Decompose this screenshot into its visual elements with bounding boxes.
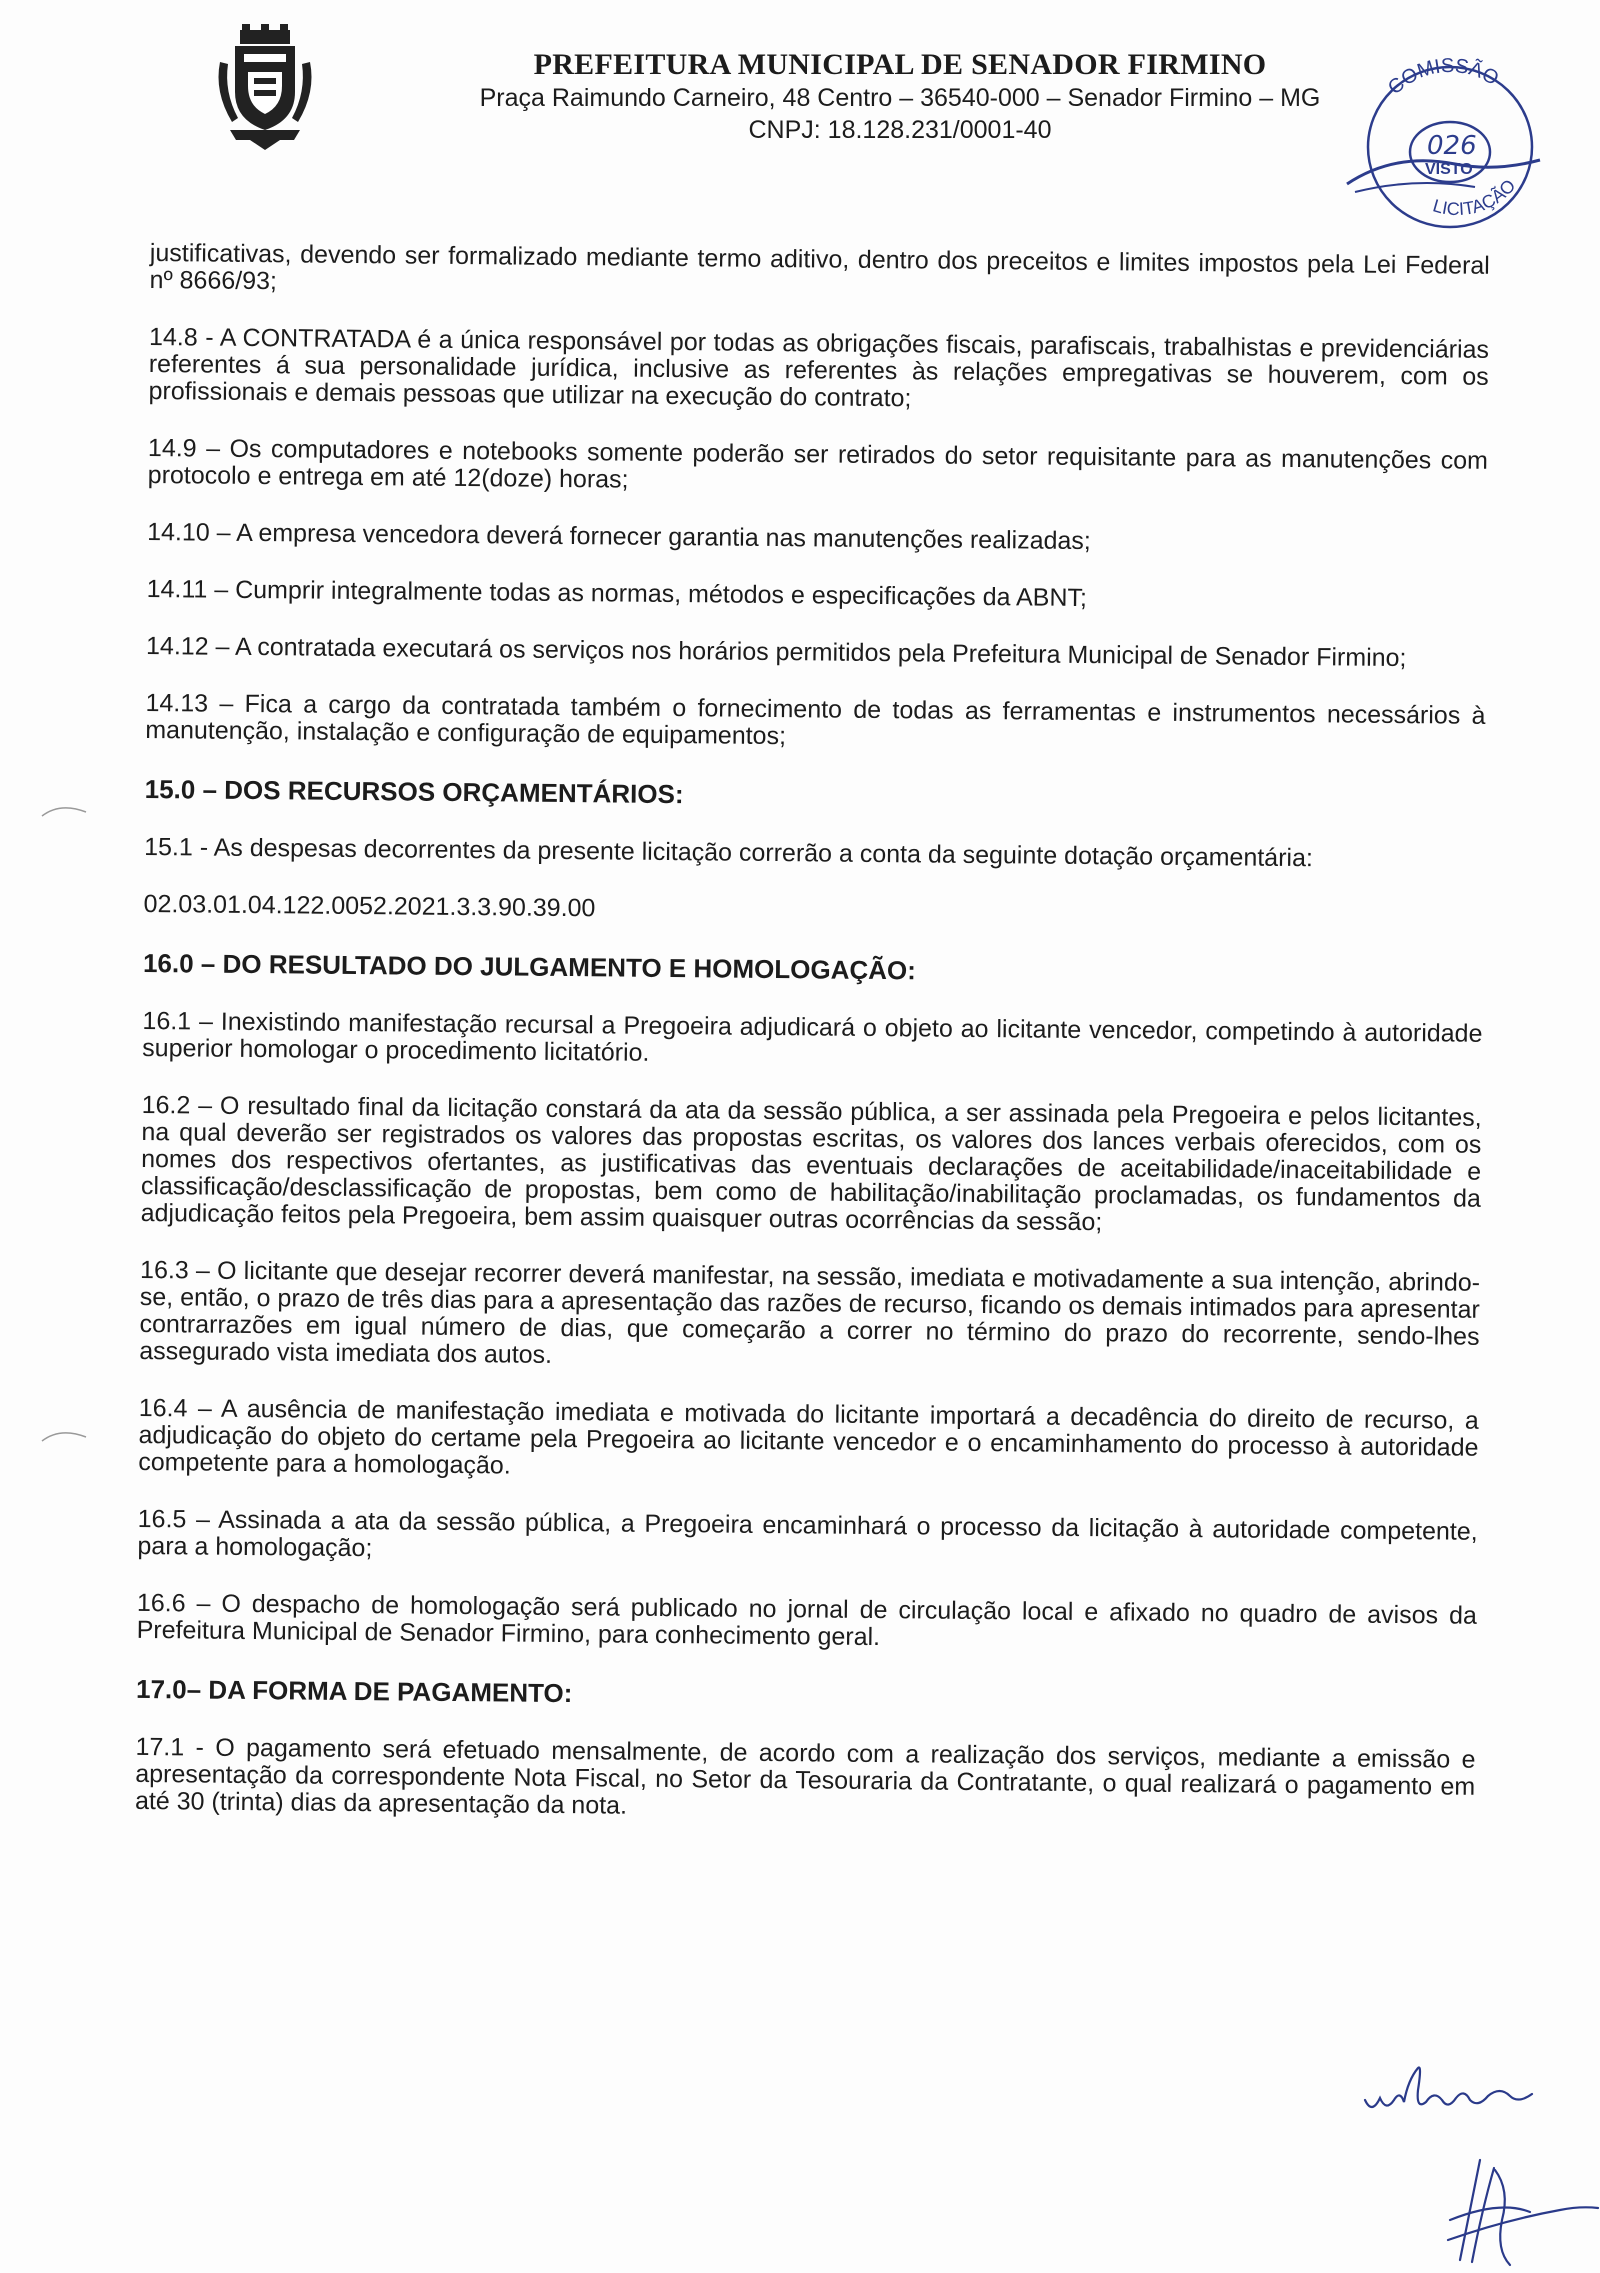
section-heading-16: 16.0 – DO RESULTADO DO JULGAMENTO E HOMOLOGAÇÃO:: [142, 947, 917, 986]
handwritten-signature: [1410, 2150, 1600, 2270]
section-heading-15: 15.0 – DOS RECURSOS ORÇAMENTÁRIOS:: [144, 773, 684, 810]
prefeitura-address: Praça Raimundo Carneiro, 48 Centro – 36540-000 – Senador Firmino – MG: [479, 84, 1321, 112]
paragraph-15-1: 15.1 - As despesas decorrentes da presente licitação correrão a conta da seguinte dotação orçamentária:: [144, 832, 1314, 873]
prefeitura-title: PREFEITURA MUNICIPAL DE SENADOR FIRMINO: [533, 48, 1267, 81]
municipal-coat-of-arms-icon: [210, 22, 320, 152]
letterhead: [400, 48, 1400, 146]
paragraph-16-6: 16.6 – O despacho de homologação será publicado no jornal de circulação local e afixado no quadro de avisos da Prefeitura Municipal de Senador Firmino, para conhecimento geral.: [136, 1588, 1477, 1652]
stamp-visto: VISTO: [1425, 161, 1473, 178]
paragraph-17-1: 17.1 - O pagamento será efetuado mensalmente, de acordo com a realização dos serviços, mediante a emissão e apresentação da correspondente Nota Fiscal, no Setor da Tesouraria da Contratante, o qual realizará o pagamento em até 30 (trinta) dias da apresentação da nota.: [134, 1732, 1476, 1820]
paragraph-14-11: 14.11 – Cumprir integralmente todas as normas, métodos e especificações da ABNT;: [146, 574, 1088, 613]
commission-stamp: [1335, 52, 1565, 232]
budget-code: 02.03.01.04.122.0052.2021.3.3.90.39.00: [143, 889, 596, 923]
paragraph-16-3: 16.3 – O licitante que desejar recorrer deverá manifestar, na sessão, imediata e motivadamente a sua intenção, abrindo-se, então, o prazo de três dias para a apresentação das razões de recurso, ficando os demais intimados para apresentar contrarrazões em igual número de dias, que começarão a correr no término do prazo do recorrente, sendo-lhes assegurado vista imediata dos autos.: [139, 1255, 1481, 1369]
handwritten-initials-signature: [1360, 2060, 1540, 2130]
paragraph-16-2: 16.2 – O resultado final da licitação constará da ata da sessão pública, a ser assinada pela Pregoeira e pelos licitantes, na qual deverão ser registrados os valores das propostas escritas, os valores dos lances verbais oferecidos, com os nomes dos respectivos ofertantes, as justificativas das eventuais declarações de aceitabilidade/inaceitabilidade e classificação/desclassificação de propostas, bem como de habilitação/inabilitação proclamadas, os fundamentos da adjudicação feitos pela Pregoeira, bem assim quaisquer outras ocorrências da sessão;: [140, 1090, 1482, 1237]
paragraph-16-5: 16.5 – Assinada a ata da sessão pública, a Pregoeira encaminhará o processo da licitação à autoridade competente, para a homologação;: [137, 1504, 1478, 1563]
paragraph-14-13: 14.13 – Fica a cargo da contratada também o fornecimento de todas as ferramentas e instrumentos necessários à manutenção, instalação e configuração de equipamentos;: [145, 688, 1486, 751]
margin-mark: [40, 800, 90, 820]
margin-mark: [40, 1425, 90, 1445]
stamp-bottom-text: LICITAÇÃO: [1430, 175, 1520, 220]
paragraph-16-4: 16.4 – A ausência de manifestação imediata e motivada do licitante importará a decadência do direito de recurso, a adjudicação do objeto do certame pela Pregoeira ao licitante vencedor e o encaminhamento do processo à autoridade competente para a homologação.: [138, 1393, 1479, 1480]
svg-text:COMISSÃO: [1384, 55, 1502, 99]
document-body: [135, 240, 1490, 1858]
stamp-number: 026: [1427, 131, 1477, 161]
paragraph-justificativas: justificativas, devendo ser formalizado mediante termo aditivo, dentro dos preceitos e limites impostos pela Lei Federal nº 8666/93;: [149, 239, 1490, 296]
paragraph-16-1: 16.1 – Inexistindo manifestação recursal a Pregoeira adjudicará o objeto ao licitante vencedor, competindo à autoridade superior homologar o procedimento licitatório.: [142, 1006, 1483, 1067]
prefeitura-cnpj: CNPJ: 18.128.231/0001-40: [748, 116, 1052, 144]
paragraph-14-10: 14.10 – A empresa vencedora deverá fornecer garantia nas manutenções realizadas;: [147, 517, 1091, 556]
paragraph-14-9: 14.9 – Os computadores e notebooks somente poderão ser retirados do setor requisitante para as manutenções com protocolo e entrega em até 12(doze) horas;: [147, 433, 1489, 494]
stamp-top-text: COMISSÃO: [1383, 54, 1503, 100]
paragraph-14-12: 14.12 – A contratada executará os serviços nos horários permitidos pela Prefeitura Municipal de Senador Firmino;: [145, 631, 1407, 673]
paragraph-14-8: 14.8 - A CONTRATADA é a única responsável por todas as obrigações fiscais, parafiscais, trabalhistas e previdenciárias referentes á sua personalidade jurídica, inclusive as referentes às relações empregativas se houverem, com os profissionais e demais pessoas que utilizar na execução do contrato;: [148, 322, 1490, 413]
section-heading-17: 17.0– DA FORMA DE PAGAMENTO:: [135, 1673, 573, 1709]
